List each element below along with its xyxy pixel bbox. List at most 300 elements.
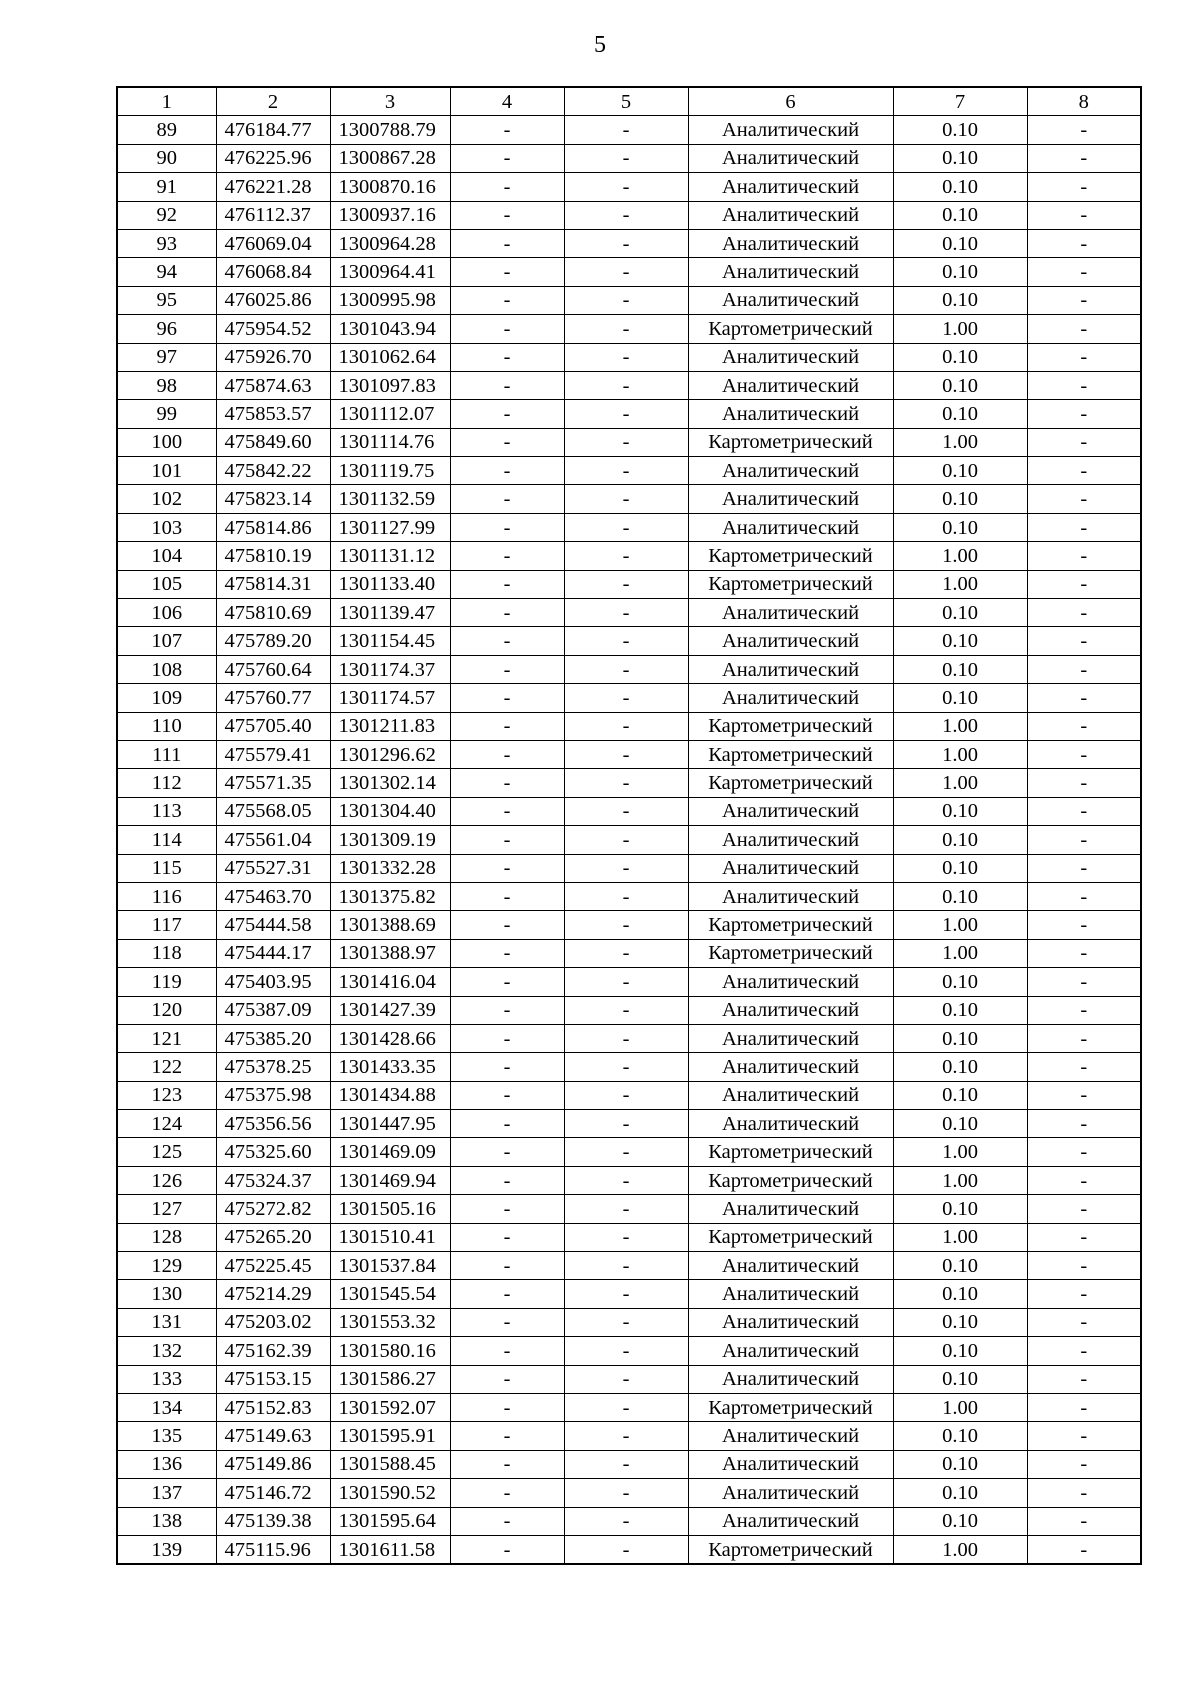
- accuracy-cell: 1.00: [893, 1535, 1027, 1564]
- col5-cell: -: [564, 1535, 688, 1564]
- x-coordinate-cell: 475760.64: [216, 655, 330, 683]
- col4-cell: -: [450, 684, 564, 712]
- x-coordinate-cell: 475203.02: [216, 1308, 330, 1336]
- table-row: [117, 854, 1141, 882]
- method-cell: Картометрический: [688, 1166, 893, 1194]
- table-row: [117, 258, 1141, 286]
- x-coordinate-cell: 475149.86: [216, 1450, 330, 1478]
- col5-cell: -: [564, 939, 688, 967]
- y-coordinate-cell: 1301434.88: [330, 1081, 450, 1109]
- x-coordinate-cell: 475853.57: [216, 400, 330, 428]
- accuracy-cell: 0.10: [893, 144, 1027, 172]
- x-coordinate-cell: 475387.09: [216, 996, 330, 1024]
- point-number-cell: 113: [117, 797, 216, 825]
- col8-cell: -: [1027, 769, 1141, 797]
- col4-cell: -: [450, 797, 564, 825]
- col4-cell: -: [450, 513, 564, 541]
- y-coordinate-cell: 1301416.04: [330, 968, 450, 996]
- method-cell: Аналитический: [688, 1365, 893, 1393]
- col8-cell: -: [1027, 1252, 1141, 1280]
- table-row: [117, 1535, 1141, 1564]
- point-number-cell: 102: [117, 485, 216, 513]
- accuracy-cell: 0.10: [893, 173, 1027, 201]
- point-number-cell: 111: [117, 740, 216, 768]
- point-number-cell: 125: [117, 1138, 216, 1166]
- accuracy-cell: 0.10: [893, 371, 1027, 399]
- method-cell: Аналитический: [688, 996, 893, 1024]
- accuracy-cell: 1.00: [893, 712, 1027, 740]
- accuracy-cell: 1.00: [893, 769, 1027, 797]
- col4-cell: -: [450, 485, 564, 513]
- point-number-cell: 114: [117, 826, 216, 854]
- accuracy-cell: 0.10: [893, 599, 1027, 627]
- col5-cell: -: [564, 570, 688, 598]
- x-coordinate-cell: 475463.70: [216, 882, 330, 910]
- accuracy-cell: 0.10: [893, 684, 1027, 712]
- col8-cell: -: [1027, 1308, 1141, 1336]
- col4-cell: -: [450, 911, 564, 939]
- point-number-cell: 127: [117, 1195, 216, 1223]
- y-coordinate-cell: 1301580.16: [330, 1337, 450, 1365]
- col5-cell: -: [564, 542, 688, 570]
- table-row: [117, 797, 1141, 825]
- col8-cell: -: [1027, 797, 1141, 825]
- point-number-cell: 122: [117, 1053, 216, 1081]
- accuracy-cell: 0.10: [893, 1053, 1027, 1081]
- x-coordinate-cell: 475705.40: [216, 712, 330, 740]
- col4-cell: -: [450, 712, 564, 740]
- col4-cell: -: [450, 826, 564, 854]
- col8-cell: -: [1027, 428, 1141, 456]
- point-number-cell: 123: [117, 1081, 216, 1109]
- table-row: [117, 655, 1141, 683]
- col4-cell: -: [450, 258, 564, 286]
- col5-cell: -: [564, 826, 688, 854]
- col8-cell: -: [1027, 570, 1141, 598]
- point-number-cell: 132: [117, 1337, 216, 1365]
- accuracy-cell: 0.10: [893, 797, 1027, 825]
- method-cell: Картометрический: [688, 1223, 893, 1251]
- table-row: [117, 1195, 1141, 1223]
- col5-cell: -: [564, 1479, 688, 1507]
- col8-cell: -: [1027, 1450, 1141, 1478]
- col5-cell: -: [564, 1450, 688, 1478]
- col8-cell: -: [1027, 258, 1141, 286]
- y-coordinate-cell: 1301174.37: [330, 655, 450, 683]
- table-row: [117, 1393, 1141, 1421]
- x-coordinate-cell: 475954.52: [216, 315, 330, 343]
- accuracy-cell: 0.10: [893, 1024, 1027, 1052]
- col4-cell: -: [450, 1365, 564, 1393]
- col8-cell: -: [1027, 116, 1141, 144]
- table-row: [117, 684, 1141, 712]
- x-coordinate-cell: 476221.28: [216, 173, 330, 201]
- x-coordinate-cell: 476112.37: [216, 201, 330, 229]
- method-cell: Картометрический: [688, 1138, 893, 1166]
- point-number-cell: 139: [117, 1535, 216, 1564]
- method-cell: Аналитический: [688, 826, 893, 854]
- col5-cell: -: [564, 655, 688, 683]
- col8-cell: -: [1027, 968, 1141, 996]
- method-cell: Аналитический: [688, 1053, 893, 1081]
- accuracy-cell: 0.10: [893, 1308, 1027, 1336]
- table-row: [117, 315, 1141, 343]
- method-cell: Аналитический: [688, 1479, 893, 1507]
- method-cell: Аналитический: [688, 1280, 893, 1308]
- table-row: [117, 570, 1141, 598]
- x-coordinate-cell: 475378.25: [216, 1053, 330, 1081]
- col4-cell: -: [450, 1337, 564, 1365]
- col5-cell: -: [564, 1280, 688, 1308]
- point-number-cell: 107: [117, 627, 216, 655]
- col4-cell: -: [450, 457, 564, 485]
- table-row: [117, 173, 1141, 201]
- y-coordinate-cell: 1301139.47: [330, 599, 450, 627]
- y-coordinate-cell: 1301211.83: [330, 712, 450, 740]
- table-body: [117, 116, 1141, 1564]
- x-coordinate-cell: 476068.84: [216, 258, 330, 286]
- accuracy-cell: 0.10: [893, 1337, 1027, 1365]
- table-row: [117, 1365, 1141, 1393]
- accuracy-cell: 0.10: [893, 1252, 1027, 1280]
- y-coordinate-cell: 1301131.12: [330, 542, 450, 570]
- col4-cell: -: [450, 882, 564, 910]
- y-coordinate-cell: 1301595.91: [330, 1422, 450, 1450]
- method-cell: Аналитический: [688, 1081, 893, 1109]
- col4-cell: -: [450, 655, 564, 683]
- col8-cell: -: [1027, 1365, 1141, 1393]
- col5-cell: -: [564, 769, 688, 797]
- x-coordinate-cell: 475115.96: [216, 1535, 330, 1564]
- col4-cell: -: [450, 996, 564, 1024]
- col5-cell: -: [564, 599, 688, 627]
- y-coordinate-cell: 1301590.52: [330, 1479, 450, 1507]
- table-row: [117, 1110, 1141, 1138]
- col4-cell: -: [450, 1507, 564, 1535]
- x-coordinate-cell: 475152.83: [216, 1393, 330, 1421]
- y-coordinate-cell: 1301388.97: [330, 939, 450, 967]
- col4-cell: -: [450, 144, 564, 172]
- accuracy-cell: 0.10: [893, 826, 1027, 854]
- col8-cell: -: [1027, 400, 1141, 428]
- col4-cell: -: [450, 1024, 564, 1052]
- col8-cell: -: [1027, 1507, 1141, 1535]
- method-cell: Аналитический: [688, 1507, 893, 1535]
- point-number-cell: 96: [117, 315, 216, 343]
- col8-cell: -: [1027, 315, 1141, 343]
- y-coordinate-cell: 1301114.76: [330, 428, 450, 456]
- col8-cell: -: [1027, 911, 1141, 939]
- x-coordinate-cell: 475874.63: [216, 371, 330, 399]
- table-row: [117, 1024, 1141, 1052]
- accuracy-cell: 1.00: [893, 1138, 1027, 1166]
- method-cell: Картометрический: [688, 570, 893, 598]
- col5-cell: -: [564, 343, 688, 371]
- point-number-cell: 98: [117, 371, 216, 399]
- table-row: [117, 1166, 1141, 1194]
- accuracy-cell: 0.10: [893, 1365, 1027, 1393]
- col8-cell: -: [1027, 1053, 1141, 1081]
- col5-cell: -: [564, 1252, 688, 1280]
- method-cell: Картометрический: [688, 428, 893, 456]
- point-number-cell: 99: [117, 400, 216, 428]
- x-coordinate-cell: 475789.20: [216, 627, 330, 655]
- col4-cell: -: [450, 173, 564, 201]
- point-number-cell: 136: [117, 1450, 216, 1478]
- x-coordinate-cell: 475375.98: [216, 1081, 330, 1109]
- y-coordinate-cell: 1301132.59: [330, 485, 450, 513]
- accuracy-cell: 0.10: [893, 343, 1027, 371]
- table-row: [117, 996, 1141, 1024]
- accuracy-cell: 0.10: [893, 400, 1027, 428]
- y-coordinate-cell: 1300964.28: [330, 229, 450, 257]
- accuracy-cell: 0.10: [893, 201, 1027, 229]
- y-coordinate-cell: 1301127.99: [330, 513, 450, 541]
- col4-cell: -: [450, 1393, 564, 1421]
- method-cell: Аналитический: [688, 797, 893, 825]
- col4-cell: -: [450, 740, 564, 768]
- y-coordinate-cell: 1301043.94: [330, 315, 450, 343]
- point-number-cell: 131: [117, 1308, 216, 1336]
- y-coordinate-cell: 1300870.16: [330, 173, 450, 201]
- col5-cell: -: [564, 1223, 688, 1251]
- table-row: [117, 1223, 1141, 1251]
- method-cell: Аналитический: [688, 1422, 893, 1450]
- accuracy-cell: 0.10: [893, 513, 1027, 541]
- y-coordinate-cell: 1300937.16: [330, 201, 450, 229]
- col8-cell: -: [1027, 1081, 1141, 1109]
- col4-cell: -: [450, 286, 564, 314]
- method-cell: Аналитический: [688, 882, 893, 910]
- table-row: [117, 1308, 1141, 1336]
- point-number-cell: 130: [117, 1280, 216, 1308]
- accuracy-cell: 0.10: [893, 1081, 1027, 1109]
- point-number-cell: 118: [117, 939, 216, 967]
- table-row: [117, 371, 1141, 399]
- col8-cell: -: [1027, 1138, 1141, 1166]
- method-cell: Аналитический: [688, 286, 893, 314]
- point-number-cell: 90: [117, 144, 216, 172]
- method-cell: Аналитический: [688, 1308, 893, 1336]
- col5-cell: -: [564, 911, 688, 939]
- col8-cell: -: [1027, 1337, 1141, 1365]
- x-coordinate-cell: 475162.39: [216, 1337, 330, 1365]
- x-coordinate-cell: 475444.17: [216, 939, 330, 967]
- accuracy-cell: 1.00: [893, 570, 1027, 598]
- accuracy-cell: 0.10: [893, 1479, 1027, 1507]
- y-coordinate-cell: 1300788.79: [330, 116, 450, 144]
- table-row: [117, 968, 1141, 996]
- table-row: [117, 1450, 1141, 1478]
- col5-cell: -: [564, 457, 688, 485]
- col8-cell: -: [1027, 229, 1141, 257]
- point-number-cell: 129: [117, 1252, 216, 1280]
- table-row: [117, 1479, 1141, 1507]
- col8-cell: -: [1027, 201, 1141, 229]
- table-row: [117, 1138, 1141, 1166]
- col4-cell: -: [450, 371, 564, 399]
- point-number-cell: 110: [117, 712, 216, 740]
- y-coordinate-cell: 1301119.75: [330, 457, 450, 485]
- col8-cell: -: [1027, 286, 1141, 314]
- x-coordinate-cell: 475842.22: [216, 457, 330, 485]
- accuracy-cell: 1.00: [893, 939, 1027, 967]
- column-header: 1: [117, 87, 216, 116]
- method-cell: Аналитический: [688, 684, 893, 712]
- table-row: [117, 343, 1141, 371]
- y-coordinate-cell: 1301302.14: [330, 769, 450, 797]
- col5-cell: -: [564, 1166, 688, 1194]
- table-row: [117, 542, 1141, 570]
- method-cell: Аналитический: [688, 400, 893, 428]
- col5-cell: -: [564, 854, 688, 882]
- method-cell: Аналитический: [688, 1337, 893, 1365]
- accuracy-cell: 1.00: [893, 315, 1027, 343]
- col8-cell: -: [1027, 826, 1141, 854]
- y-coordinate-cell: 1301588.45: [330, 1450, 450, 1478]
- y-coordinate-cell: 1301586.27: [330, 1365, 450, 1393]
- x-coordinate-cell: 475527.31: [216, 854, 330, 882]
- col5-cell: -: [564, 116, 688, 144]
- x-coordinate-cell: 476025.86: [216, 286, 330, 314]
- method-cell: Аналитический: [688, 968, 893, 996]
- x-coordinate-cell: 476225.96: [216, 144, 330, 172]
- accuracy-cell: 0.10: [893, 286, 1027, 314]
- point-number-cell: 108: [117, 655, 216, 683]
- col8-cell: -: [1027, 542, 1141, 570]
- point-number-cell: 100: [117, 428, 216, 456]
- point-number-cell: 89: [117, 116, 216, 144]
- col5-cell: -: [564, 797, 688, 825]
- point-number-cell: 95: [117, 286, 216, 314]
- table-row: [117, 740, 1141, 768]
- col4-cell: -: [450, 769, 564, 797]
- y-coordinate-cell: 1301611.58: [330, 1535, 450, 1564]
- accuracy-cell: 0.10: [893, 627, 1027, 655]
- col8-cell: -: [1027, 1535, 1141, 1564]
- col4-cell: -: [450, 1450, 564, 1478]
- accuracy-cell: 0.10: [893, 229, 1027, 257]
- col5-cell: -: [564, 684, 688, 712]
- col5-cell: -: [564, 513, 688, 541]
- y-coordinate-cell: 1301447.95: [330, 1110, 450, 1138]
- page-number: 5: [594, 32, 606, 58]
- accuracy-cell: 0.10: [893, 116, 1027, 144]
- col5-cell: -: [564, 371, 688, 399]
- method-cell: Аналитический: [688, 1252, 893, 1280]
- col5-cell: -: [564, 315, 688, 343]
- y-coordinate-cell: 1301375.82: [330, 882, 450, 910]
- method-cell: Аналитический: [688, 513, 893, 541]
- col5-cell: -: [564, 740, 688, 768]
- col4-cell: -: [450, 116, 564, 144]
- point-number-cell: 106: [117, 599, 216, 627]
- y-coordinate-cell: 1301553.32: [330, 1308, 450, 1336]
- y-coordinate-cell: 1301133.40: [330, 570, 450, 598]
- table-row: [117, 826, 1141, 854]
- col8-cell: -: [1027, 712, 1141, 740]
- y-coordinate-cell: 1301428.66: [330, 1024, 450, 1052]
- table-row: [117, 201, 1141, 229]
- column-header: 4: [450, 87, 564, 116]
- y-coordinate-cell: 1301537.84: [330, 1252, 450, 1280]
- col4-cell: -: [450, 570, 564, 598]
- x-coordinate-cell: 475849.60: [216, 428, 330, 456]
- point-number-cell: 126: [117, 1166, 216, 1194]
- col4-cell: -: [450, 599, 564, 627]
- x-coordinate-cell: 475385.20: [216, 1024, 330, 1052]
- col5-cell: -: [564, 712, 688, 740]
- accuracy-cell: 0.10: [893, 1280, 1027, 1308]
- x-coordinate-cell: 475814.31: [216, 570, 330, 598]
- column-header: 2: [216, 87, 330, 116]
- point-number-cell: 97: [117, 343, 216, 371]
- y-coordinate-cell: 1301154.45: [330, 627, 450, 655]
- point-number-cell: 124: [117, 1110, 216, 1138]
- x-coordinate-cell: 475325.60: [216, 1138, 330, 1166]
- method-cell: Картометрический: [688, 542, 893, 570]
- point-number-cell: 112: [117, 769, 216, 797]
- table-row: [117, 599, 1141, 627]
- table-row: [117, 627, 1141, 655]
- col4-cell: -: [450, 1195, 564, 1223]
- col8-cell: -: [1027, 371, 1141, 399]
- col5-cell: -: [564, 258, 688, 286]
- y-coordinate-cell: 1301469.09: [330, 1138, 450, 1166]
- col4-cell: -: [450, 1252, 564, 1280]
- point-number-cell: 93: [117, 229, 216, 257]
- method-cell: Аналитический: [688, 144, 893, 172]
- accuracy-cell: 0.10: [893, 1422, 1027, 1450]
- col5-cell: -: [564, 400, 688, 428]
- col4-cell: -: [450, 315, 564, 343]
- col5-cell: -: [564, 485, 688, 513]
- method-cell: Аналитический: [688, 627, 893, 655]
- x-coordinate-cell: 475139.38: [216, 1507, 330, 1535]
- table-row: [117, 1507, 1141, 1535]
- col8-cell: -: [1027, 1024, 1141, 1052]
- col4-cell: -: [450, 1081, 564, 1109]
- method-cell: Аналитический: [688, 1024, 893, 1052]
- x-coordinate-cell: 475561.04: [216, 826, 330, 854]
- point-number-cell: 94: [117, 258, 216, 286]
- method-cell: Картометрический: [688, 740, 893, 768]
- col4-cell: -: [450, 854, 564, 882]
- point-number-cell: 120: [117, 996, 216, 1024]
- accuracy-cell: 0.10: [893, 996, 1027, 1024]
- col4-cell: -: [450, 1053, 564, 1081]
- point-number-cell: 119: [117, 968, 216, 996]
- y-coordinate-cell: 1301388.69: [330, 911, 450, 939]
- col5-cell: -: [564, 201, 688, 229]
- col5-cell: -: [564, 1393, 688, 1421]
- point-number-cell: 117: [117, 911, 216, 939]
- method-cell: Аналитический: [688, 1110, 893, 1138]
- method-cell: Аналитический: [688, 485, 893, 513]
- accuracy-cell: 0.10: [893, 1450, 1027, 1478]
- method-cell: Аналитический: [688, 201, 893, 229]
- point-number-cell: 109: [117, 684, 216, 712]
- table-row: [117, 428, 1141, 456]
- y-coordinate-cell: 1301304.40: [330, 797, 450, 825]
- x-coordinate-cell: 475579.41: [216, 740, 330, 768]
- col4-cell: -: [450, 1223, 564, 1251]
- col5-cell: -: [564, 173, 688, 201]
- col5-cell: -: [564, 627, 688, 655]
- x-coordinate-cell: 475571.35: [216, 769, 330, 797]
- col5-cell: -: [564, 1024, 688, 1052]
- col5-cell: -: [564, 1365, 688, 1393]
